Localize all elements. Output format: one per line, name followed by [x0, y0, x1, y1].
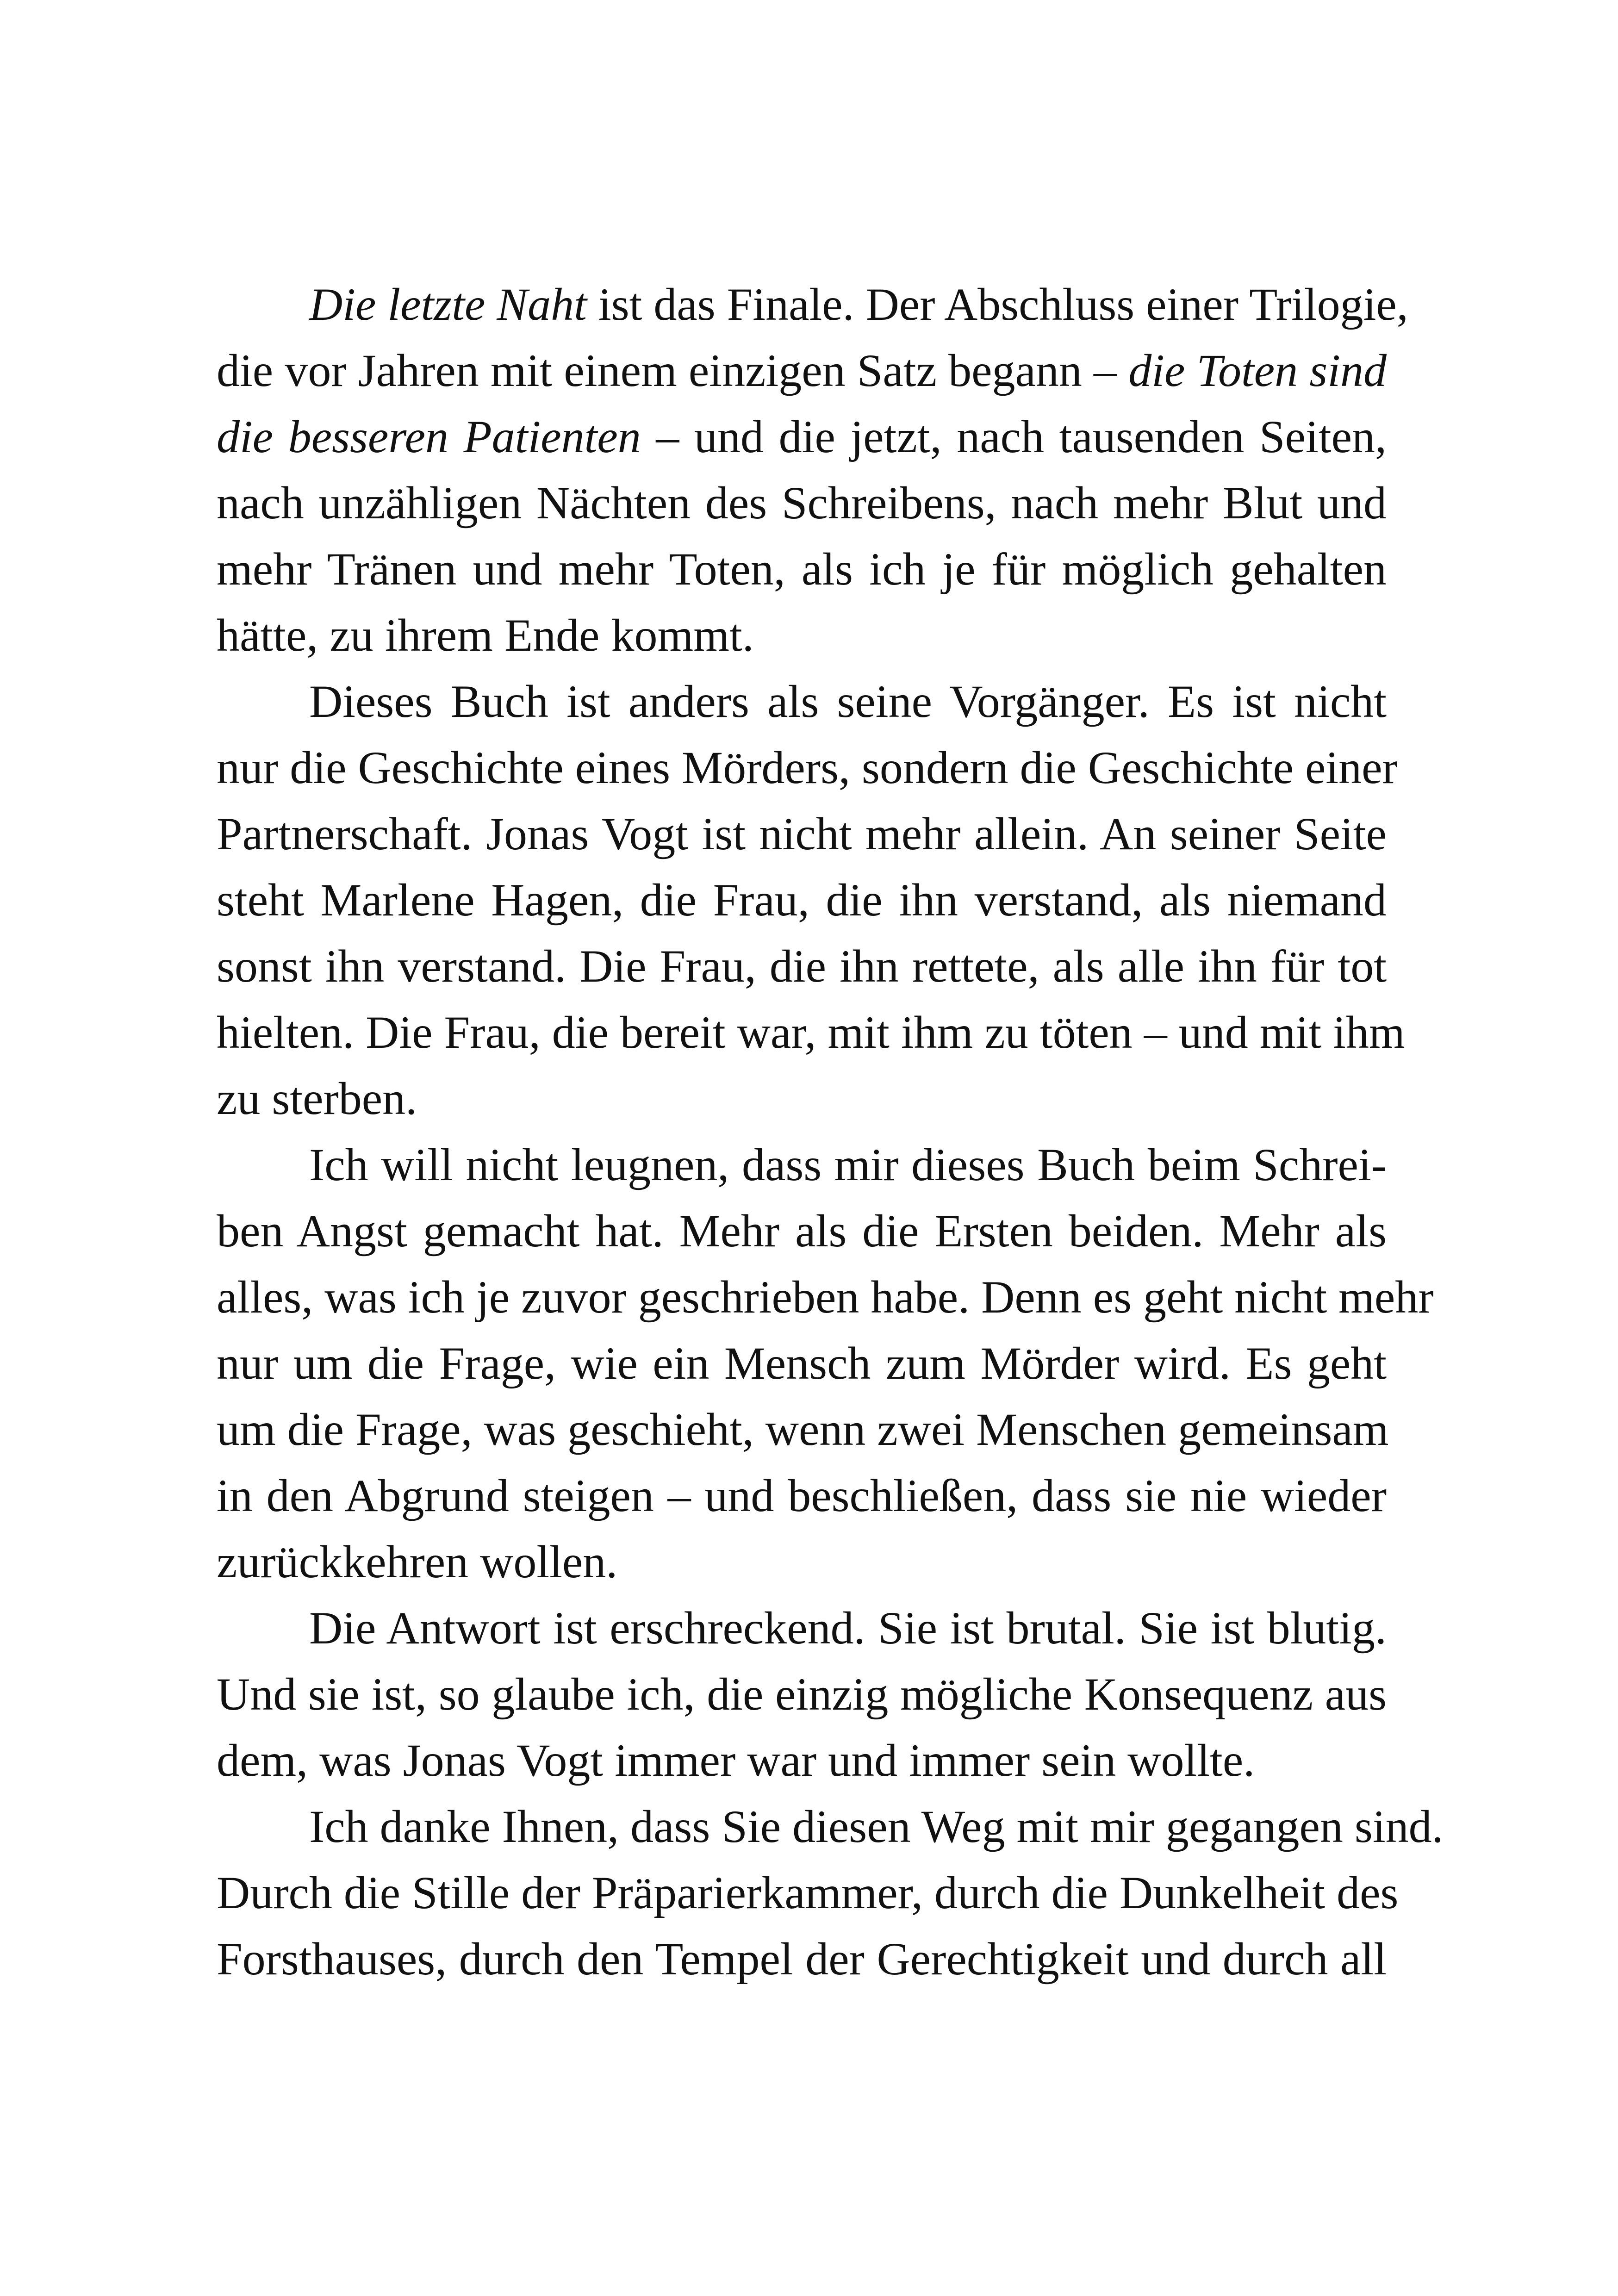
text-line: Und sie ist, so glaube ich, die einzig mögliche Konsequenz aus [217, 1668, 1387, 1720]
text-run: ist das Finale. Der Abschluss einer Trilogie, [586, 279, 1408, 330]
text-line [217, 337, 1387, 404]
text-line [217, 271, 1408, 337]
text-line: dem, was Jonas Vogt immer war und immer sein wollte. [217, 1735, 1255, 1786]
text-line: Forsthauses, durch den Tempel der Gerechtigkeit und durch all [217, 1933, 1387, 1985]
paragraph-3 [217, 1132, 1434, 1595]
text-line: Die Antwort ist erschreckend. Sie ist brutal. Sie ist blutig. [309, 1602, 1387, 1654]
body-text [217, 271, 1444, 1992]
text-line: alles, was ich je zuvor geschrieben habe. Denn es geht nicht mehr [217, 1271, 1434, 1323]
text-line: hielten. Die Frau, die bereit war, mit ihm zu töten – und mit ihm [217, 1007, 1405, 1058]
book-title-italic: Die letzte Naht [309, 279, 587, 330]
text-line: um die Frage, was geschieht, wenn zwei Menschen gemeinsam [217, 1404, 1389, 1455]
text-line: zu sterben. [217, 1073, 417, 1124]
text-line: nur um die Frage, wie ein Mensch zum Mörder wird. Es geht [217, 1338, 1387, 1389]
quote-italic: die besseren Patienten [217, 411, 641, 462]
text-line: in den Abgrund steigen – und beschließen, dass sie nie wieder [217, 1470, 1387, 1521]
text-line: nach unzähligen Nächten des Schreibens, nach mehr Blut und [217, 477, 1387, 529]
text-line: steht Marlene Hagen, die Frau, die ihn verstand, als niemand [217, 874, 1387, 926]
quote-italic: die Toten sind [1128, 345, 1387, 396]
text-line: hätte, zu ihrem Ende kommt. [217, 610, 754, 661]
paragraph-2 [217, 668, 1405, 1132]
text-line: Ich will nicht leugnen, dass mir dieses Buch beim Schrei- [309, 1139, 1387, 1190]
paragraph-5 [217, 1793, 1444, 1992]
text-line: Ich danke Ihnen, dass Sie diesen Weg mit mir gegangen sind. [309, 1801, 1444, 1852]
text-line: ben Angst gemacht hat. Mehr als die Ersten beiden. Mehr als [217, 1205, 1387, 1257]
text-line [217, 404, 1387, 470]
paragraph-1 [217, 271, 1408, 668]
paragraph-4 [217, 1595, 1387, 1793]
text-line: Durch die Stille der Präparierkammer, durch die Dunkelheit des [217, 1867, 1399, 1918]
text-run: die vor Jahren mit einem einzigen Satz begann – [217, 345, 1129, 396]
text-line: sonst ihn verstand. Die Frau, die ihn rettete, als alle ihn für tot [217, 940, 1387, 992]
text-line: mehr Tränen und mehr Toten, als ich je für möglich gehalten [217, 543, 1387, 595]
text-line: zurückkehren wollen. [217, 1536, 618, 1587]
text-line: nur die Geschichte eines Mörders, sondern die Geschichte einer [217, 742, 1398, 793]
text-line: Dieses Buch ist anders als seine Vorgänger. Es ist nicht [309, 676, 1387, 727]
text-line: Partnerschaft. Jonas Vogt ist nicht mehr allein. An seiner Seite [217, 808, 1387, 859]
text-run: – und die jetzt, nach tausenden Seiten, [641, 411, 1387, 462]
